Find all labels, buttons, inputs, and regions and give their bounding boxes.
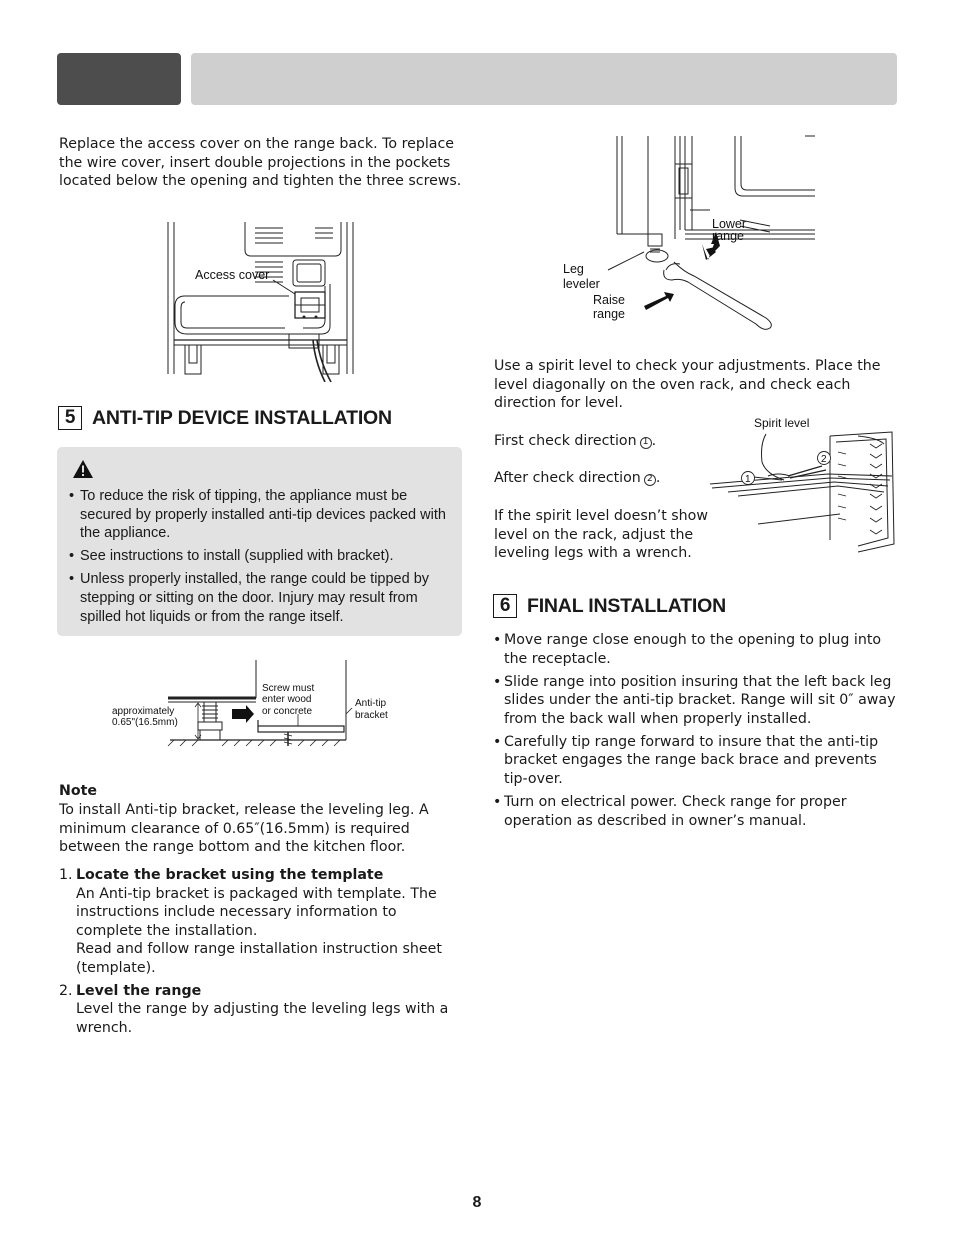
warning-icon [72,459,94,479]
bracket-label: bracket [355,710,388,721]
access-cover-figure [165,222,365,382]
spirit-level-label: Spirit level [754,416,810,430]
step-text: Level the range by adjusting the leveling legs with a wrench. [76,1001,449,1036]
step-title: Locate the bracket using the template [76,867,384,883]
spirit-mark-2: 2 [821,454,827,465]
clearance-label: approximately [112,706,175,717]
section-5-number: 5 [58,406,82,430]
warning-list [69,487,454,631]
list-item: • Move range close enough to the opening to plug into the receptacle. [493,631,898,668]
first-check-line: First check direction 1 . [494,433,657,449]
access-cover-label: Access cover [195,268,270,282]
list-item: • Carefully tip range forward to insure that the anti-tip bracket engages the range back brace and prevents tip-over. [493,733,898,789]
step-item [59,866,464,978]
warning-item: • Unless properly installed, the range could be tipped by stepping or sitting on the door. Injury may result from spilled hot liquids or from the range itself. [69,570,454,626]
screw-label: or concrete [262,706,313,717]
note-heading: Note [59,783,98,799]
bracket-label: Anti-tip [355,698,387,709]
direction-2-marker: 2 [644,474,656,486]
anti-tip-bracket-figure [108,658,408,748]
screw-label: Screw must [262,683,315,694]
step-number: 1. [59,867,73,883]
section-6-heading [493,594,726,618]
lower-range-label: range [712,229,744,243]
note-text: To install Anti-tip bracket, release the leveling leg. A minimum clearance of 0.65″(16.5mm) is required between the range bottom and the kitchen floor. [59,802,429,856]
first-check-text: First check direction [494,433,637,449]
spirit-mark-1: 1 [745,474,751,485]
spirit-level-figure [708,414,898,556]
after-check-text: After check direction [494,470,641,486]
section-5-heading [58,406,392,430]
screw-label: enter wood [262,694,312,705]
lower-range-label: Lower [712,217,747,231]
page-number: 8 [472,1194,482,1211]
list-item: • Slide range into position insuring that the left back leg slides under the anti-tip bracket. Range will sit 0″ away from the back wall when properly installed. [493,673,898,729]
section-5-title: ANTI-TIP DEVICE INSTALLATION [92,406,392,429]
raise-range-label: range [593,307,625,321]
header-bar [191,53,897,105]
list-item: • Turn on electrical power. Check range for proper operation as described in owner’s manual. [493,793,898,830]
warning-item: • See instructions to install (supplied with bracket). [69,547,454,566]
steps-list [59,866,464,1041]
leg-leveler-label: Leg [563,262,584,276]
step-item [59,982,464,1038]
after-check-line: After check direction 2 . [494,470,661,486]
step-text: An Anti-tip bracket is packaged with template. The instructions include necessary information to complete the installation. [76,885,437,939]
clearance-label: 0.65"(16.5mm) [112,717,178,728]
step-title: Level the range [76,982,202,999]
header-tab-block [57,53,181,105]
intro-paragraph: Replace the access cover on the range back. To replace the wire cover, insert double projections in the pockets located below the opening and tighten the three screws. [59,136,462,190]
leveling-leg-figure [560,134,820,330]
warning-box [57,447,462,636]
direction-1-marker: 1 [640,437,652,449]
adjust-paragraph: If the spirit level doesn’t show level on the rack, adjust the leveling legs with a wrench. [494,508,708,562]
step-text: Read and follow range installation instruction sheet (template). [76,941,442,976]
raise-range-label: Raise [593,293,625,307]
section-6-number: 6 [493,594,517,618]
leg-leveler-label: leveler [563,277,600,291]
warning-item: • To reduce the risk of tipping, the appliance must be secured by properly installed anti-tip devices packed with the appliance. [69,487,454,543]
step-number: 2. [59,982,73,999]
section-6-title: FINAL INSTALLATION [527,594,726,617]
final-installation-list [493,631,898,835]
spirit-intro: Use a spirit level to check your adjustments. Place the level diagonally on the oven rack, and check each direction for level. [494,358,881,412]
